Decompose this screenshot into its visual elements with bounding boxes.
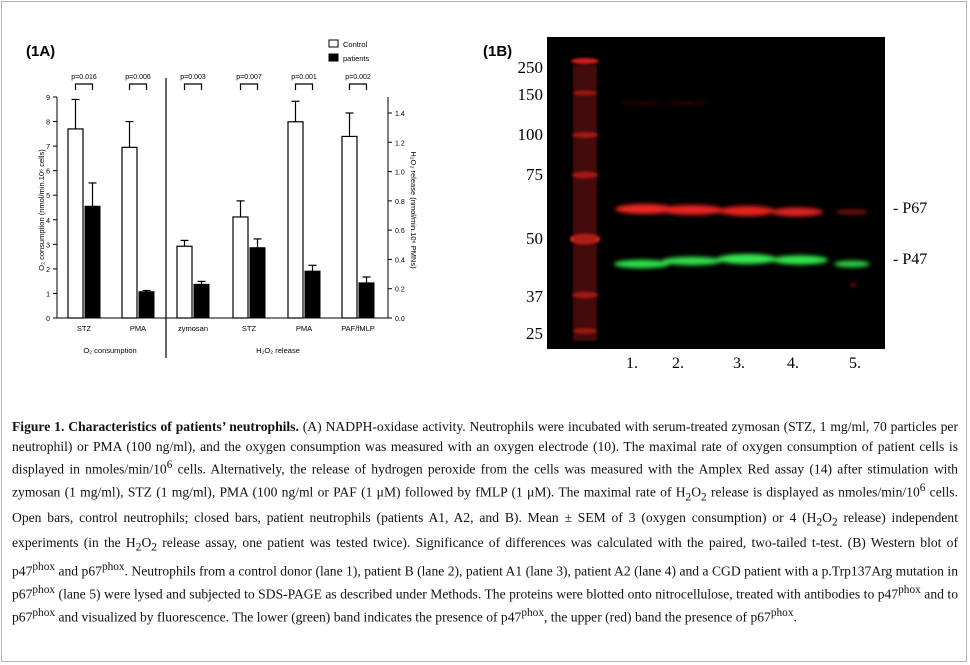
left-axis-tick-label: 1: [46, 291, 50, 299]
p47-band-lane-4: [772, 255, 828, 264]
significance-bracket: [241, 84, 258, 90]
lane-label-2: 2.: [672, 355, 684, 372]
category-label: zymosan: [177, 324, 209, 333]
p47-band-lane-1: [614, 260, 670, 268]
category-label: STZ: [241, 324, 257, 333]
significance-bracket: [76, 84, 93, 90]
right-axis-tick-label: 0.8: [395, 198, 405, 206]
lane-label-3: 3.: [733, 355, 745, 372]
control-bar: [233, 217, 248, 318]
right-axis-tick-label: 0.6: [395, 228, 405, 236]
patient-bar: [250, 248, 265, 318]
left-axis-tick-label: 3: [46, 242, 50, 250]
patient-bar: [194, 284, 209, 318]
category-label: PAF/fMLP: [341, 324, 375, 333]
right-axis-tick-label: 0.2: [395, 286, 405, 294]
patient-bar: [85, 206, 100, 318]
right-axis-label: H₂O₂ release (nmol/min.10⁶ PMNs): [409, 151, 418, 269]
significance-pvalue: p=0.006: [125, 74, 151, 81]
patient-bar: [305, 271, 320, 318]
significance-bracket: [130, 84, 147, 90]
group-label-h2o2: H₂O₂ release: [256, 346, 300, 355]
ladder-band-250: [571, 58, 599, 64]
right-axis-tick-label: 0.0: [395, 316, 405, 323]
left-axis-tick-label: 0: [46, 316, 50, 323]
mw-marker-50: 50: [526, 229, 543, 248]
right-axis-tick-label: 1.4: [395, 111, 405, 118]
left-axis-label: O₂ consumption (nmol/min.10⁶ cells): [37, 149, 46, 271]
right-axis-tick-label: 0.4: [395, 257, 405, 265]
legend-patients-label: patients: [343, 54, 370, 63]
patient-bar: [359, 283, 374, 318]
patient-bar: [139, 292, 154, 318]
legend-control-swatch: [329, 40, 338, 47]
p47-band-lane-3: [717, 254, 777, 264]
category-label: PMA: [295, 324, 313, 333]
left-axis-tick-label: 8: [46, 119, 50, 127]
caption-title: Figure 1. Characteristics of patients’ neutrophils.: [12, 419, 299, 434]
legend-control-label: Control: [343, 40, 368, 49]
category-label: STZ: [76, 324, 92, 333]
left-axis-tick-label: 5: [46, 193, 50, 201]
p67-band-lane-5: [836, 210, 868, 215]
significance-pvalue: p=0.016: [71, 74, 97, 81]
control-bar: [68, 129, 83, 318]
p47-band-lane-5: [834, 261, 870, 268]
p67-band-lane-2: [660, 205, 724, 215]
group-label-o2: O₂ consumption: [83, 346, 137, 355]
significance-pvalue: p=0.007: [236, 74, 262, 81]
right-axis-tick-label: 1.0: [395, 169, 405, 177]
lane-label-1: 1.: [626, 355, 638, 372]
band-label-p47: - P47: [893, 251, 928, 268]
left-axis-tick-label: 6: [46, 168, 50, 176]
mw-marker-25: 25: [526, 324, 543, 343]
left-axis-tick-label: 2: [46, 266, 50, 274]
p67-band-lane-3: [719, 206, 775, 216]
right-axis-tick-label: 1.2: [395, 140, 405, 148]
p47-band-lane-2: [662, 257, 722, 265]
left-axis-tick-label: 7: [46, 144, 50, 152]
western-blot-image: [547, 37, 885, 349]
panel-b-label: (1B): [483, 43, 513, 60]
figure-caption: Figure 1. Characteristics of patients’ neutrophils. (A) NADPH-oxidase activity. Neutrophils were incubated with serum-treated zymosan (STZ, 1 mg/ml, 70 particles per neutrophil) or PMA (100 ng/ml), and the oxygen consumption was measured with an oxygen electrode (10). The maximal rate of oxygen consumption of patient cells is displayed in nmoles/$\min/10^6$ cells. Alternatively, the release of hydrogen peroxide from the cells was measured with the Amplex Red assay (14) after stimulation with zymosan (1 mg/ml), STZ (1 mg/ml), PMA (100 ng/ml or PAF (1 μM) followed by fMLP (1 μM). The maximal rate of $H_2O_2$ release is displayed as nmoles/$\min/10^6$ cells. Open bars, control neutrophils; closed bars, patient neutrophils (patients A1, A2, and B). Mean ± SEM of 3 (oxygen consumption) or 4 ($H_2O_2$ release) independent experiments (in the $H_2O_2$ release assay, one patient was tested twice). Significance of differences was calculated with the paired, two-tailed t-test. (B) Western blot of $p47^{phox}$ and $p67^{phox}$. Neutrophils from a control donor (lane 1), patient B (lane 2), patient A1 (lane 3), patient A2 (lane 4) and a CGD patient with a p.Trp137Arg mutation in $p67^{phox}$ (lane 5) were lysed and subjected to SDS-PAGE as described under Methods. The proteins were blotted onto nitrocellulose, treated with antibodies to $p47^{phox}$ and to $p67^{phox}$ and visualized by fluorescence. The lower (green) band indicates the presence of $p47^{phox}$, the upper (red) band the presence of $p67^{phox}$.: [12, 419, 959, 625]
control-bar: [288, 122, 303, 318]
legend-patients-swatch: [329, 54, 338, 61]
left-axis-tick-label: 4: [46, 217, 50, 225]
panel-a-label: (1A): [26, 43, 56, 60]
lane-label-5: 5.: [849, 355, 861, 372]
mw-marker-75: 75: [526, 165, 543, 184]
left-axis-tick-label: 9: [46, 95, 50, 102]
mw-marker-37: 37: [526, 287, 543, 306]
control-bar: [342, 136, 357, 318]
significance-pvalue: p=0.001: [291, 74, 317, 81]
control-bar: [122, 147, 137, 318]
significance-bracket: [350, 84, 367, 90]
lane-label-4: 4.: [787, 355, 799, 372]
mw-marker-150: 150: [517, 85, 543, 104]
p67-band-lane-4: [771, 208, 823, 217]
significance-pvalue: p=0.002: [345, 74, 371, 81]
significance-bracket: [296, 84, 313, 90]
category-label: PMA: [129, 324, 147, 333]
mw-marker-250: 250: [517, 58, 543, 77]
significance-bracket: [185, 84, 202, 90]
significance-pvalue: p=0.003: [180, 74, 206, 81]
mw-marker-100: 100: [517, 125, 543, 144]
western-blot-svg: [547, 37, 885, 349]
control-bar: [177, 246, 192, 318]
band-label-p67: - P67: [893, 200, 928, 217]
